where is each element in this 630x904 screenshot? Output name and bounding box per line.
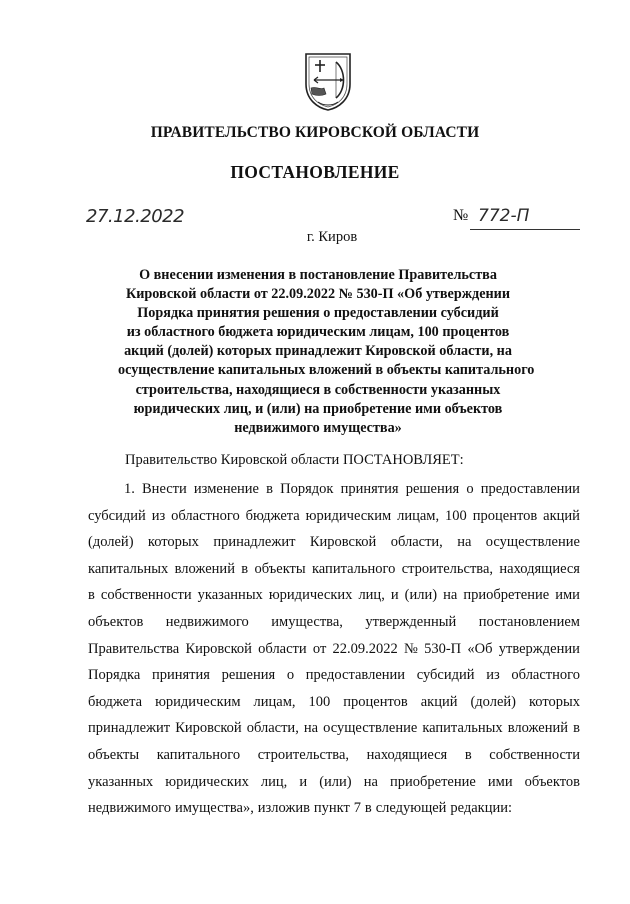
paragraph-word: из xyxy=(486,667,500,684)
paragraph-word: акций xyxy=(543,507,580,524)
paragraph-word: утвержденный xyxy=(365,613,457,630)
paragraph-line xyxy=(88,476,580,503)
paragraph-word: решения xyxy=(221,667,276,684)
paragraph-word: вложений xyxy=(507,720,569,737)
paragraph-word: акций xyxy=(420,693,458,710)
paragraph-word: принадлежит xyxy=(88,720,171,737)
paragraph-line xyxy=(88,636,580,663)
paragraph-word: о xyxy=(286,667,295,684)
paragraph-word: лицам, xyxy=(253,693,296,710)
paragraph-word: находящиеся xyxy=(366,746,448,763)
paragraph-word: лиц, xyxy=(260,773,288,790)
paragraph-word: собственности xyxy=(100,587,192,604)
paragraph-word: решения xyxy=(405,481,460,497)
paragraph-word: вложений xyxy=(174,560,235,577)
paragraph-word: 100 xyxy=(308,693,331,710)
body-paragraph xyxy=(88,476,580,822)
paragraph-line xyxy=(88,529,580,556)
paragraph-word: области, xyxy=(390,534,443,551)
title-line: Кировской области от 22.09.2022 № 530-П «Об утверждении xyxy=(125,286,511,303)
paragraph-line xyxy=(88,715,580,742)
paragraph-word: лиц, xyxy=(358,587,385,604)
paragraph-word: (долей) xyxy=(470,693,516,710)
paragraph-word: находящиеся xyxy=(499,560,580,577)
paragraph-word: изложив xyxy=(257,800,310,817)
paragraph-word: от xyxy=(312,640,327,657)
paragraph-word: бюджета xyxy=(88,693,143,710)
paragraph-word: объекты xyxy=(88,746,140,763)
paragraph-word: области xyxy=(258,640,307,657)
paragraph-word: Кировской xyxy=(185,640,252,657)
paragraph-word: областного xyxy=(171,507,240,524)
paragraph-word: в xyxy=(241,560,249,577)
paragraph-word: постановлением xyxy=(478,613,580,630)
paragraph-word: лицам, xyxy=(397,507,440,524)
paragraph-word: приобретение xyxy=(390,773,476,790)
paragraph-word: (долей) xyxy=(88,534,134,551)
paragraph-word: капитальных xyxy=(422,720,503,737)
handwritten-number: 772-П xyxy=(478,206,530,226)
paragraph-word: областного xyxy=(511,667,580,684)
paragraph-word: из xyxy=(151,507,166,524)
handwritten-date: 27.12.2022 xyxy=(86,206,185,227)
paragraph-word: области, xyxy=(246,720,299,737)
paragraph-word: Кировской xyxy=(309,534,377,551)
paragraph-word: следующей xyxy=(375,800,447,817)
title-line: из областного бюджета юридическим лицам, 100 процентов xyxy=(126,324,510,341)
paragraph-line xyxy=(88,662,580,689)
paragraph-word: редакции: xyxy=(450,800,513,817)
paragraph-line xyxy=(88,503,580,530)
paragraph-word: капитальных xyxy=(88,560,169,577)
city: г. Киров xyxy=(306,229,358,245)
paragraph-word: № xyxy=(404,640,418,657)
paragraph-word: юридическим xyxy=(305,507,392,524)
paragraph-word: капитального xyxy=(156,746,241,763)
paragraph-word: и xyxy=(390,587,399,604)
paragraph-word: указанных xyxy=(197,587,263,604)
paragraph-word: 1. xyxy=(124,481,135,497)
paragraph-word: в xyxy=(364,800,372,817)
paragraph-word: объектов xyxy=(88,613,144,630)
paragraph-word: бюджета xyxy=(245,507,300,524)
paragraph-word: объектов xyxy=(524,773,580,790)
paragraph-line xyxy=(88,742,580,769)
paragraph-word: осуществление xyxy=(323,720,418,737)
paragraph-word: «Об xyxy=(467,640,493,657)
title-line: О внесении изменения в постановление Правительства xyxy=(139,267,497,283)
paragraph-word: субсидий xyxy=(88,507,146,524)
paragraph-word: Порядок xyxy=(280,481,334,497)
paragraph-line xyxy=(88,609,580,636)
paragraph-word: предоставлении xyxy=(305,667,406,684)
coat-of-arms-icon xyxy=(302,50,354,112)
title-line: осуществление капитальных вложений в объекты капитального xyxy=(118,362,535,379)
paragraph-word: приобретение xyxy=(463,587,550,604)
paragraph-line xyxy=(88,769,580,796)
title-line: недвижимого имущества» xyxy=(234,419,402,436)
paragraph-word: ими xyxy=(555,587,580,604)
paragraph-word: на xyxy=(443,587,458,604)
paragraph-word: процентов xyxy=(472,507,538,524)
document-type: ПОСТАНОВЛЕНИЕ xyxy=(230,162,400,182)
paragraph-word: недвижимого xyxy=(165,613,249,630)
paragraph-word: в xyxy=(573,720,580,737)
paragraph-word: (или) xyxy=(319,773,352,790)
paragraph-word: принятия xyxy=(151,667,210,684)
paragraph-word: (или) xyxy=(404,587,438,604)
paragraph-word: Внести xyxy=(142,481,187,497)
paragraph-word: предоставлении xyxy=(480,481,580,497)
paragraph-word: в xyxy=(266,481,273,497)
paragraph-word: объекты xyxy=(254,560,306,577)
paragraph-word: строительства, xyxy=(257,746,350,763)
paragraph-word: изменение xyxy=(193,481,259,497)
paragraph-word: на xyxy=(457,534,472,551)
paragraph-word: имущества, xyxy=(271,613,343,630)
paragraph-word: которых xyxy=(528,693,580,710)
paragraph-word: Порядка xyxy=(88,667,141,684)
paragraph-word: принадлежит xyxy=(213,534,296,551)
paragraph-word: принятия xyxy=(340,481,399,497)
title-line: строительства, находящиеся в собственности указанных xyxy=(135,381,501,398)
government-name: ПРАВИТЕЛЬСТВО КИРОВСКОЙ ОБЛАСТИ xyxy=(150,124,480,141)
paragraph-word: юридических xyxy=(268,587,353,604)
paragraph-word: процентов xyxy=(343,693,408,710)
title-line: юридических лиц, и (или) на приобретение ими объектов xyxy=(133,400,503,417)
paragraph-line xyxy=(88,689,580,716)
paragraph-word: утверждении xyxy=(498,640,580,657)
paragraph-word: которых xyxy=(147,534,199,551)
paragraph-word: юридическим xyxy=(155,693,241,710)
paragraph-word: Кировской xyxy=(175,720,242,737)
paragraph-word: на xyxy=(363,773,378,790)
paragraph-word: собственности xyxy=(489,746,580,763)
paragraph-word: 7 xyxy=(353,800,362,817)
title-line: Порядка принятия решения о предоставлении субсидий xyxy=(137,305,499,322)
paragraph-word: осуществление xyxy=(485,534,580,551)
paragraph-word: пункт xyxy=(313,800,350,817)
paragraph-word: ими xyxy=(487,773,513,790)
number-label: № xyxy=(453,207,469,224)
paragraph-word: 100 xyxy=(445,507,467,524)
paragraph-word: субсидий xyxy=(416,667,475,684)
paragraph-word: капитального xyxy=(311,560,396,577)
paragraph-word: 22.09.2022 xyxy=(332,640,398,657)
decree-intro: Правительство Кировской области ПОСТАНОВЛЯЕТ: xyxy=(125,452,464,468)
paragraph-word: на xyxy=(303,720,319,737)
paragraph-word: и xyxy=(299,773,308,790)
paragraph-word: имущества», xyxy=(174,800,254,817)
document-title xyxy=(118,266,535,438)
paragraph-word: Правительства xyxy=(88,640,180,657)
paragraph-line xyxy=(88,795,580,822)
title-line: акций (долей) которых принадлежит Кировской области, на xyxy=(124,343,512,360)
paragraph-word: в xyxy=(88,587,95,604)
paragraph-word: 530-П xyxy=(424,640,462,657)
paragraph-word: недвижимого xyxy=(88,800,172,817)
paragraph-line xyxy=(88,556,580,583)
paragraph-word: юридических xyxy=(165,773,249,790)
paragraph-word: в xyxy=(464,746,472,763)
paragraph-line xyxy=(88,582,580,609)
paragraph-word: указанных xyxy=(88,773,154,790)
paragraph-word: строительства, xyxy=(401,560,494,577)
paragraph-word: о xyxy=(466,481,474,497)
